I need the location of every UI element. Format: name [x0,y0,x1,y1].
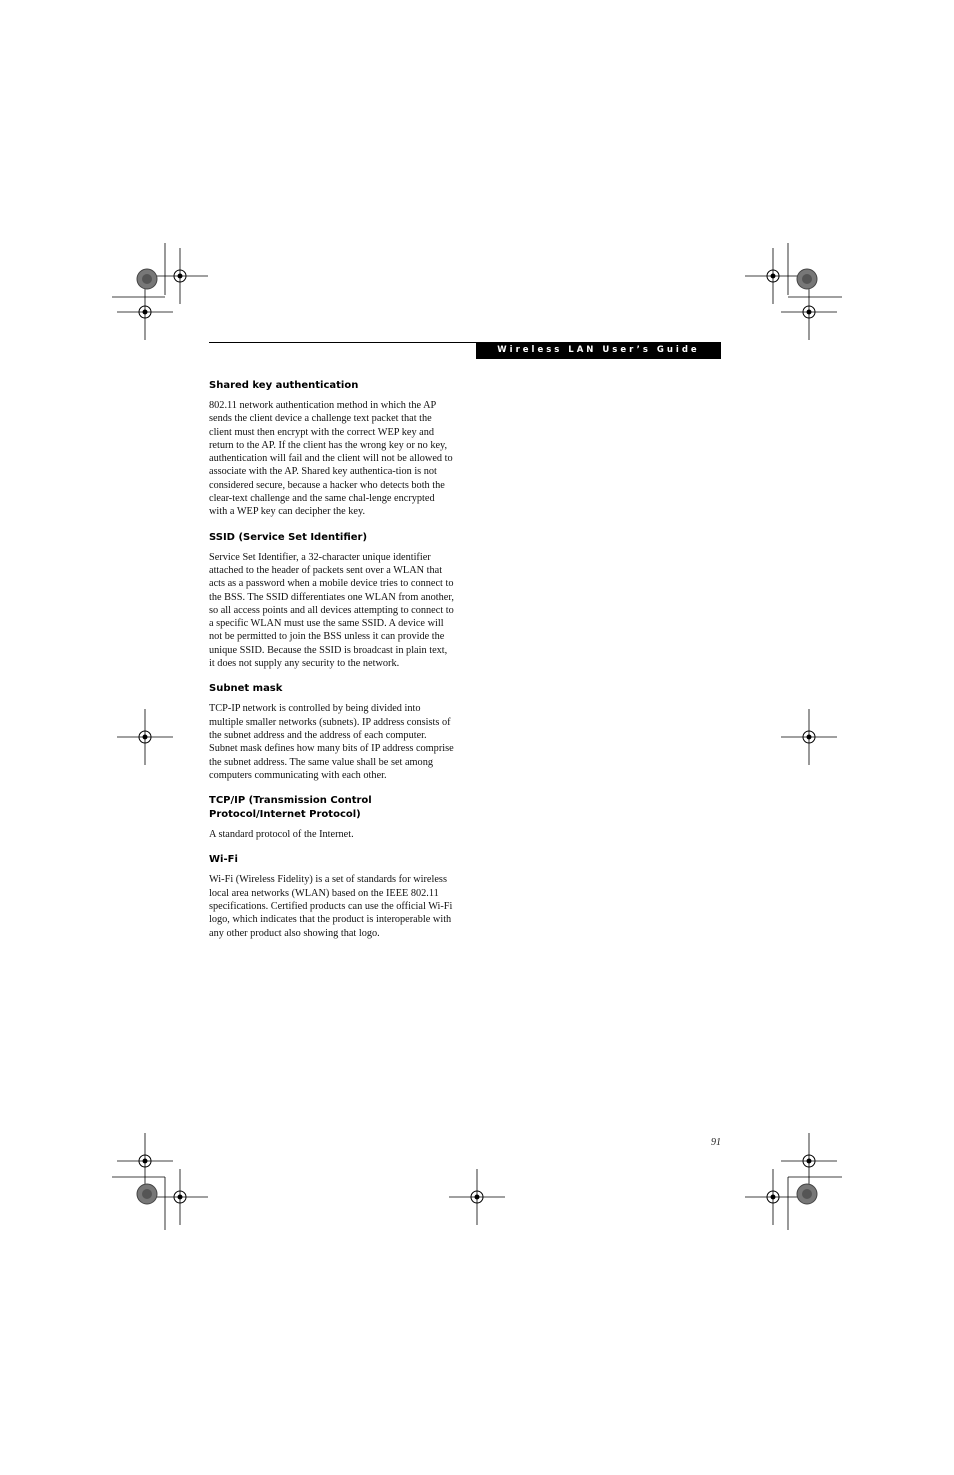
glossary-entry [209,379,455,519]
glossary-entry [209,853,455,939]
color-disc-top-right [797,269,817,289]
glossary-term: Wi-Fi [209,854,238,866]
glossary-definition: A standard protocol of the Internet. [209,829,354,841]
registration-mark-middle-right [781,709,837,765]
registration-mark-middle-left [117,709,173,765]
registration-mark-top-right-b [781,284,837,340]
running-header-title: Wireless LAN User’s Guide [497,345,700,355]
color-disc-bottom-left [137,1184,157,1204]
glossary-term: SSID (Service Set Identifier) [209,531,368,543]
registration-mark-bottom-center [449,1169,505,1225]
glossary-column [209,379,455,952]
registration-mark-top-right-a [745,248,801,304]
registration-mark-bottom-right-a [781,1133,837,1189]
glossary-term: Subnet mask [209,683,283,695]
glossary-definition: Wi-Fi (Wireless Fidelity) is a set of standards for wireless local area networks (WLAN) based on the IEEE 802.11 specifications. Certified products can use the official Wi-Fi logo, which indicates that the product is interoperable with any other product also showing that logo. [209,874,453,939]
glossary-term: Shared key authentication [209,380,359,391]
glossary-term: TCP/IP (Transmission Control Protocol/Internet Protocol) [209,795,372,821]
page-number: 91 [711,1137,721,1148]
glossary-entry [209,531,455,671]
color-disc-bottom-right [797,1184,817,1204]
color-disc-top-left [137,269,157,289]
glossary-definition: Service Set Identifier, a 32-character unique identifier attached to the header of packets sent over a WLAN that acts as a password when a mobile device tries to connect to the BSS. The SSID differentiates one WLAN from another, so all access points and all devices attempting to connect to a specific WLAN must use the same SSID. A device will not be permitted to join the BSS unless it can provide the unique SSID. Because the SSID is broadcast in plain text, it does not supply any security to the network. [209,551,454,670]
glossary-definition: 802.11 network authentication method in which the AP sends the client device a challenge text packet that the client must then encrypt with the correct WEP key and return to the AP. If the client has the wrong key or no key, authentication will fail and the client will not be allowed to associate with the AP. Shared key authentica-tion is not considered secure, because a hacker who detects both the clear-text challenge and the same chal-lenge encrypted with a WEP key can decipher the key. [209,400,453,518]
registration-mark-top-left-a [152,248,208,304]
glossary-entry [209,794,455,841]
glossary-entry [209,682,455,782]
glossary-definition: TCP-IP network is controlled by being divided into multiple smaller networks (subnets). IP address consists of the subnet address and the address of each computer. Subnet mask defines how many bits of IP address comprise the subnet address. The same value shall be set among computers communicating with each other. [209,703,454,781]
